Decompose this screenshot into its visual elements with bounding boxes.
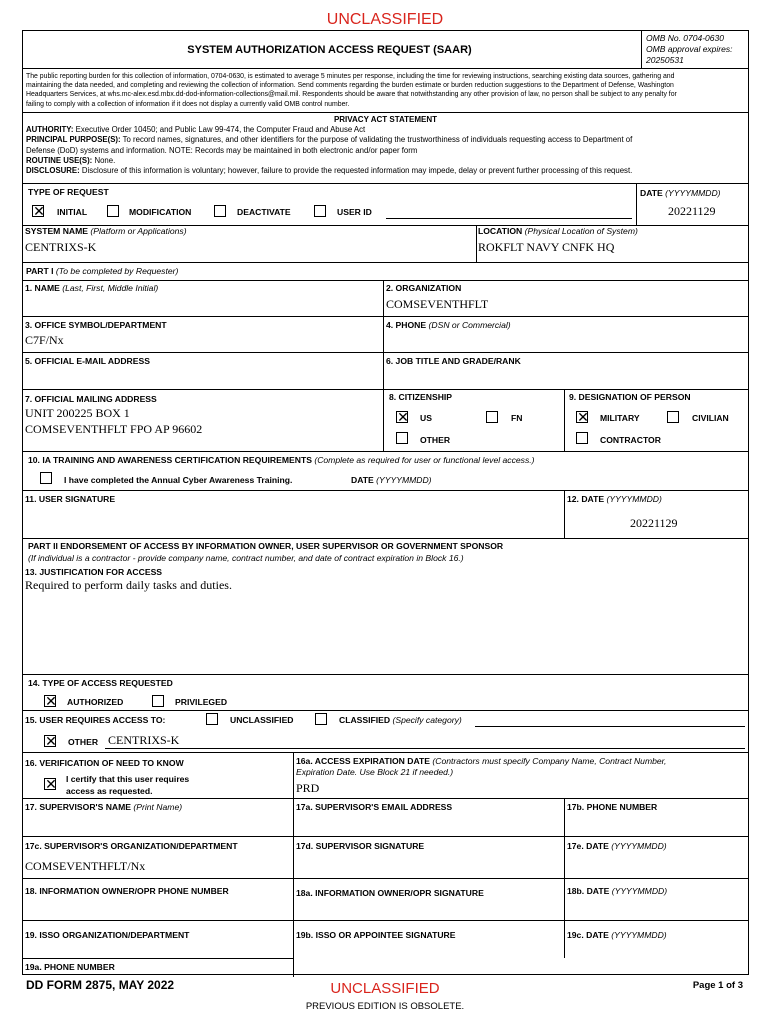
ia-training-label: 10. IA TRAINING AND AWARENESS CERTIFICATION REQUIREMENTS (Complete as required for user or functional level access.) [28, 455, 535, 465]
obsolete-notice: PREVIOUS EDITION IS OBSOLETE. [305, 1001, 465, 1012]
part1-title: PART I (To be completed by Requester) [26, 266, 179, 276]
other-access-checkbox[interactable]: ✕ [45, 733, 57, 749]
page-number: Page 1 of 3 [692, 980, 743, 991]
certify-text: I certify that this user requires access as requested. [66, 774, 190, 796]
justification-label: 13. JUSTIFICATION FOR ACCESS [25, 567, 163, 577]
other-access-value[interactable]: CENTRIXS-K [108, 733, 180, 747]
unclassified-label: UNCLASSIFIED [230, 715, 294, 725]
military-checkbox[interactable]: ✕ [577, 409, 589, 425]
privileged-checkbox[interactable] [152, 695, 164, 707]
other-citizenship-label: OTHER [420, 435, 451, 445]
civilian-label: CIVILIAN [692, 413, 729, 423]
user-id-label: USER ID [337, 207, 372, 217]
verification-label: 16. VERIFICATION OF NEED TO KNOW [25, 758, 184, 768]
fn-checkbox[interactable] [486, 411, 498, 423]
form-title: SYSTEM AUTHORIZATION ACCESS REQUEST (SAAR) [187, 44, 472, 56]
location-value[interactable]: ROKFLT NAVY CNFK HQ [478, 240, 615, 254]
isso-org-label: 19. ISSO ORGANIZATION/DEPARTMENT [25, 930, 190, 940]
cyber-training-label: I have completed the Annual Cyber Awareness Training. [64, 475, 293, 485]
isso-date-label: 19c. DATE (YYYYMMDD) [567, 930, 667, 940]
io-phone-label: 18. INFORMATION OWNER/OPR PHONE NUMBER [25, 886, 229, 896]
system-name-label: SYSTEM NAME (Platform or Applications) [25, 226, 187, 236]
classification-top: UNCLASSIFIED [326, 11, 444, 28]
us-checkbox[interactable]: ✕ [397, 409, 409, 425]
request-date-label: DATE (YYYYMMDD) [640, 188, 721, 198]
cyber-training-checkbox[interactable] [40, 472, 52, 484]
organization-value[interactable]: COMSEVENTHFLT [386, 297, 489, 311]
organization-label: 2. ORGANIZATION [386, 283, 462, 293]
name-label: 1. NAME (Last, First, Middle Initial) [25, 283, 159, 293]
part2-title: PART II ENDORSEMENT OF ACCESS BY INFORMATION OWNER, USER SUPERVISOR OR GOVERNMENT SPONSOR [28, 541, 504, 551]
initial-label: INITIAL [57, 207, 88, 217]
justification-value[interactable]: Required to perform daily tasks and duties. [25, 578, 232, 592]
phone-label: 4. PHONE (DSN or Commercial) [386, 320, 511, 330]
privileged-label: PRIVILEGED [175, 697, 228, 707]
burden-statement: The public reporting burden for this collection of information, 0704-0630, is estimated to average 5 minutes per response, including the time for reviewing instructions, searching existing data sources, gathering and maintaining the data needed, and completing and reviewing the collection of information. Send comments regarding the burden estimate or burden reduction suggestions to the Department of Defense, Washington Headquarters Services, at whs.mc-alex.esd.mbx.dd-dod-information-collections@mail.mil. Respondents should be aware that notwithstanding any other provision of law, no person shall be subject to any penalty for failing to comply with a collection of information if it does not display a currently valid OMB control number. [26, 73, 677, 108]
deactivate-checkbox[interactable] [214, 205, 226, 217]
other-access-label: OTHER [68, 737, 99, 747]
supervisor-signature-label: 17d. SUPERVISOR SIGNATURE [296, 841, 425, 851]
authorized-label: AUTHORIZED [67, 697, 124, 707]
civilian-checkbox[interactable] [667, 411, 679, 423]
us-label: US [420, 413, 432, 423]
form-id: DD FORM 2875, MAY 2022 [26, 978, 175, 992]
system-name-value[interactable]: CENTRIXS-K [25, 240, 97, 254]
unclassified-checkbox[interactable] [206, 713, 218, 725]
classification-bottom: UNCLASSIFIED [330, 980, 440, 997]
initial-checkbox[interactable]: ✕ [33, 203, 45, 219]
mailing-address-line1[interactable]: UNIT 200225 BOX 1 [25, 406, 130, 420]
user-id-checkbox[interactable] [314, 205, 326, 217]
privacy-statement: AUTHORITY: Executive Order 10450; and Public Law 99-474, the Computer Fraud and Abuse Act PRINCIPAL PURPOSE(S): To record names, signatures, and other identifiers for the purpose of validating the trustworthiness of individuals requesting access to Department of Defense (DoD) systems and information. NOTE: Records may be maintained in both electronic and/or paper form ROUTINE USE(S): None. DISCLOSURE: Disclosure of this information is voluntary; however, failure to provide the requested information may impede, delay or prevent further processing of this request. [26, 125, 633, 176]
access-type-label: 14. TYPE OF ACCESS REQUESTED [28, 678, 173, 688]
io-signature-label: 18a. INFORMATION OWNER/OPR SIGNATURE [296, 888, 484, 898]
expiration-label: 16a. ACCESS EXPIRATION DATE (Contractors must specify Company Name, Contract Number, Expiration Date. Use Block 21 if needed.) [296, 756, 667, 777]
part2-hint: (If individual is a contractor - provide company name, contract number, and date of contract expiration in Block 16.) [28, 553, 464, 563]
modification-label: MODIFICATION [129, 207, 192, 217]
modification-checkbox[interactable] [107, 205, 119, 217]
designation-label: 9. DESIGNATION OF PERSON [569, 392, 691, 402]
type-of-request-label: TYPE OF REQUEST [28, 187, 109, 197]
supervisor-phone-label: 17b. PHONE NUMBER [567, 802, 658, 812]
office-value[interactable]: C7F/Nx [25, 333, 64, 347]
deactivate-label: DEACTIVATE [237, 207, 291, 217]
user-signature-label: 11. USER SIGNATURE [25, 494, 116, 504]
contractor-checkbox[interactable] [576, 432, 588, 444]
expiration-value[interactable]: PRD [296, 781, 320, 795]
user-id-field[interactable] [386, 218, 632, 219]
need-to-know-checkbox[interactable]: ✕ [45, 776, 57, 792]
office-label: 3. OFFICE SYMBOL/DEPARTMENT [25, 320, 167, 330]
fn-label: FN [511, 413, 523, 423]
io-date-label: 18b. DATE (YYYYMMDD) [567, 886, 668, 896]
job-title-label: 6. JOB TITLE AND GRADE/RANK [386, 356, 521, 366]
classified-label: CLASSIFIED (Specify category) [339, 715, 462, 725]
supervisor-name-label: 17. SUPERVISOR'S NAME (Print Name) [25, 802, 183, 812]
mailing-address-label: 7. OFFICIAL MAILING ADDRESS [25, 394, 157, 404]
privacy-title: PRIVACY ACT STATEMENT [333, 115, 438, 124]
classified-category-field[interactable] [475, 726, 745, 727]
isso-phone-label: 19a. PHONE NUMBER [25, 962, 115, 972]
ia-date-label: DATE (YYYYMMDD) [351, 475, 432, 485]
email-label: 5. OFFICIAL E-MAIL ADDRESS [25, 356, 150, 366]
supervisor-date-label: 17e. DATE (YYYYMMDD) [567, 841, 667, 851]
isso-signature-label: 19b. ISSO OR APPOINTEE SIGNATURE [296, 930, 456, 940]
authorized-checkbox[interactable]: ✕ [45, 693, 57, 709]
omb-number: OMB No. 0704-0630 OMB approval expires: 20250531 [646, 33, 733, 65]
supervisor-org-label: 17c. SUPERVISOR'S ORGANIZATION/DEPARTMENT [25, 841, 238, 851]
signature-date-label: 12. DATE (YYYYMMDD) [567, 494, 662, 504]
supervisor-email-label: 17a. SUPERVISOR'S EMAIL ADDRESS [296, 802, 453, 812]
contractor-label: CONTRACTOR [600, 435, 661, 445]
other-citizenship-checkbox[interactable] [396, 432, 408, 444]
signature-date-value[interactable]: 20221129 [630, 516, 678, 530]
classified-checkbox[interactable] [315, 713, 327, 725]
military-label: MILITARY [600, 413, 640, 423]
request-date-value[interactable]: 20221129 [668, 204, 716, 218]
citizenship-label: 8. CITIZENSHIP [389, 392, 453, 402]
requires-access-label: 15. USER REQUIRES ACCESS TO: [25, 715, 166, 725]
mailing-address-line2[interactable]: COMSEVENTHFLT FPO AP 96602 [25, 422, 203, 436]
supervisor-org-value[interactable]: COMSEVENTHFLT/Nx [25, 859, 146, 873]
location-label: LOCATION (Physical Location of System) [478, 226, 638, 236]
